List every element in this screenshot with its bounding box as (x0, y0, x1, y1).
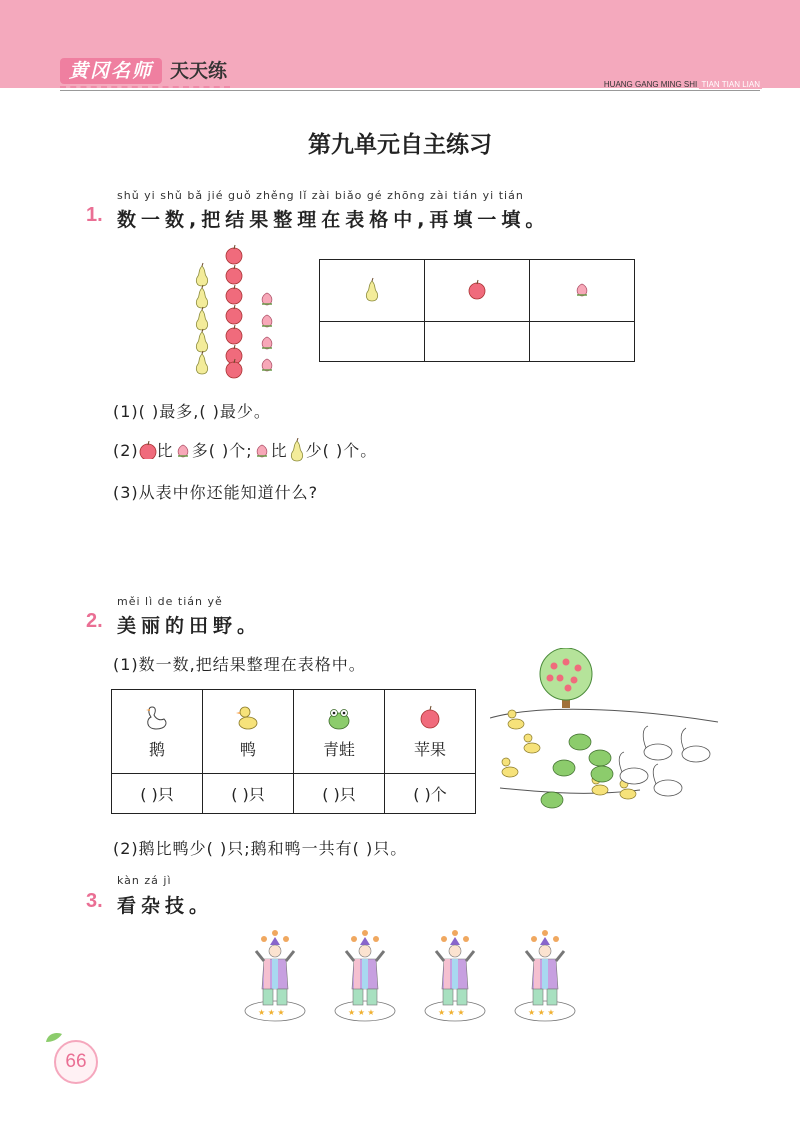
answer-blank-apple[interactable]: ( )个 (385, 774, 476, 814)
apple-icon (466, 277, 488, 301)
pear-column (196, 263, 207, 374)
brand-logo: 黄冈名师 (60, 58, 162, 84)
table-header-duck (203, 690, 294, 774)
peach-column (262, 293, 272, 371)
q1-sub2-less: 少( )个。 (305, 441, 378, 460)
header-apple-label: 苹果 (413, 740, 446, 759)
peach-icon (174, 441, 192, 459)
ducks (502, 710, 636, 799)
page-title: 第九单元自主练习 (308, 132, 492, 158)
answer-blank-duck[interactable]: ( )只 (203, 774, 294, 814)
q1-sub3: (3)从表中你还能知道什么? (113, 483, 319, 502)
answer-blank-frog[interactable]: ( )只 (294, 774, 385, 814)
field-count-table (111, 689, 476, 814)
q2-sub2: (2)鹅比鸭少( )只;鹅和鸭一共有( )只。 (113, 839, 408, 858)
q3-pinyin: kàn zá jì (117, 874, 172, 887)
apple-icon (139, 441, 157, 459)
q1-text: 数一数,把结果整理在表格中,再填一填。 (117, 209, 550, 231)
header-frog-label: 青蛙 (322, 740, 355, 759)
header-dash-divider (60, 86, 230, 88)
series-title: 天天练 (170, 60, 228, 82)
table-answer-cell[interactable] (425, 322, 530, 362)
pear-icon (361, 276, 383, 302)
header-english-sub: TIAN TIAN LIAN (701, 80, 760, 89)
peach-icon (572, 279, 592, 299)
q1-sub2-bi: 比 (156, 441, 174, 460)
q1-pinyin: shǔ yi shǔ bǎ jié guǒ zhěng lǐ zài biǎo gé zhōng zài tián yi tián (117, 189, 524, 202)
table-header-frog (294, 690, 385, 774)
field-scene (490, 648, 720, 818)
q2-pinyin: měi lì de tián yě (117, 595, 223, 608)
header-english-main: HUANG GANG MING SHI (603, 80, 698, 89)
pear-icon (288, 438, 306, 462)
answer-blank-goose[interactable]: ( )只 (112, 774, 203, 814)
clown-3 (425, 930, 485, 1021)
table-answer-cell[interactable] (530, 322, 635, 362)
fruit-count-table (319, 259, 635, 362)
q1-sub2-more: 多( )个; (191, 441, 253, 460)
q2-number: 2. (86, 610, 103, 632)
peach-icon (253, 441, 271, 459)
q2-sub1: (1)数一数,把结果整理在表格中。 (113, 655, 366, 674)
q2-text: 美丽的田野。 (117, 615, 262, 637)
header-goose-label: 鹅 (148, 740, 165, 759)
apple-tree (540, 648, 592, 708)
geese (619, 726, 710, 796)
apple-icon (415, 703, 445, 733)
header-duck-label: 鸭 (239, 740, 256, 759)
q1-sub2 (113, 438, 377, 462)
header-english (604, 80, 762, 89)
frog-icon (324, 703, 354, 733)
table-header-apple (385, 690, 476, 774)
clown-1 (245, 930, 305, 1021)
juggling-clowns (240, 925, 590, 1025)
clown-2 (335, 930, 395, 1021)
clown-4 (515, 930, 575, 1021)
fruit-columns (188, 240, 288, 380)
q1-sub2-prefix: (2) (113, 441, 139, 460)
apple-column (226, 245, 242, 378)
header-divider (60, 90, 760, 91)
goose-icon (142, 703, 172, 733)
table-header-peach (530, 260, 635, 322)
table-answer-cell[interactable] (320, 322, 425, 362)
q1-sub2-bi2: 比 (270, 441, 288, 460)
frogs (541, 734, 613, 808)
q3-text: 看杂技。 (117, 895, 214, 917)
duck-icon (233, 703, 263, 733)
q3-number: 3. (86, 890, 103, 912)
table-header-apple (425, 260, 530, 322)
q1-sub1: (1)( )最多,( )最少。 (113, 402, 271, 421)
page-number: 66 (54, 1040, 98, 1084)
table-header-pear (320, 260, 425, 322)
leaf-icon (44, 1030, 64, 1044)
q1-number: 1. (86, 204, 103, 226)
table-header-goose (112, 690, 203, 774)
